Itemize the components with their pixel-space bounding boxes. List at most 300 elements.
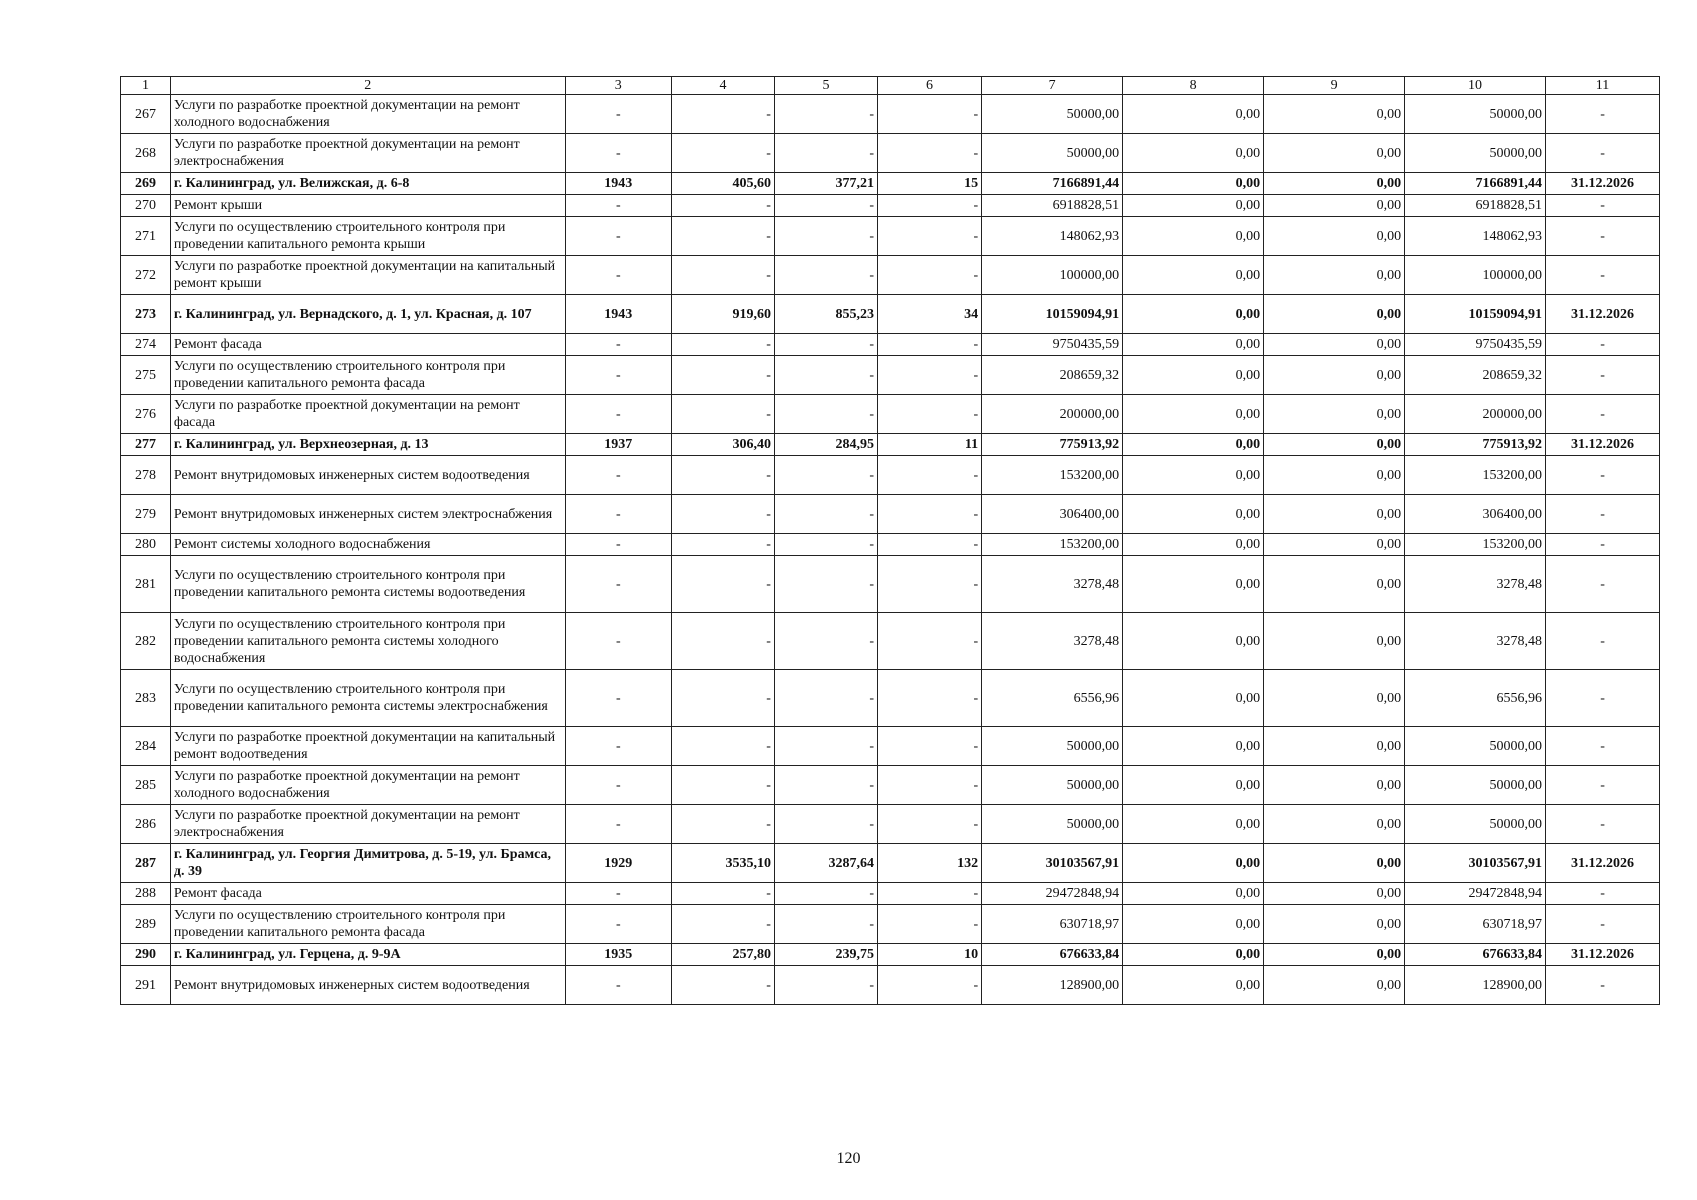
residents-cell: - xyxy=(878,217,982,256)
residents-cell: - xyxy=(878,670,982,727)
residents-cell: - xyxy=(878,195,982,217)
row-number-cell: 271 xyxy=(121,217,171,256)
completion-date-cell: - xyxy=(1546,456,1660,495)
living-area-cell: - xyxy=(774,905,877,944)
column-8-cell: 0,00 xyxy=(1123,356,1264,395)
total-area-cell: - xyxy=(671,256,774,295)
build-year-cell: - xyxy=(565,613,671,670)
column-8-cell: 0,00 xyxy=(1123,256,1264,295)
residents-cell: - xyxy=(878,883,982,905)
completion-date-cell: 31.12.2026 xyxy=(1546,944,1660,966)
table-row xyxy=(121,844,1660,883)
build-year-cell: - xyxy=(565,395,671,434)
total-area-cell: 919,60 xyxy=(671,295,774,334)
column-9-cell: 0,00 xyxy=(1264,944,1405,966)
item-name-cell: Услуги по осуществлению строительного контроля при проведении капитального ремонта фасада xyxy=(170,905,565,944)
row-number-cell: 280 xyxy=(121,534,171,556)
residents-cell: 15 xyxy=(878,173,982,195)
column-9-cell: 0,00 xyxy=(1264,395,1405,434)
total-cost-cell: 3278,48 xyxy=(982,556,1123,613)
table-row xyxy=(121,883,1660,905)
total-cost-cell: 50000,00 xyxy=(982,805,1123,844)
completion-date-cell: - xyxy=(1546,217,1660,256)
item-name-cell: Услуги по разработке проектной документации на ремонт холодного водоснабжения xyxy=(170,766,565,805)
column-9-cell: 0,00 xyxy=(1264,670,1405,727)
residents-cell: 11 xyxy=(878,434,982,456)
column-8-cell: 0,00 xyxy=(1123,134,1264,173)
row-number-cell: 287 xyxy=(121,844,171,883)
total-cost-cell: 50000,00 xyxy=(982,134,1123,173)
living-area-cell: - xyxy=(774,495,877,534)
column-8-cell: 0,00 xyxy=(1123,95,1264,134)
total-cost-cell: 630718,97 xyxy=(982,905,1123,944)
total-area-cell: - xyxy=(671,195,774,217)
total-area-cell: - xyxy=(671,456,774,495)
column-9-cell: 0,00 xyxy=(1264,456,1405,495)
living-area-cell: - xyxy=(774,534,877,556)
column-9-cell: 0,00 xyxy=(1264,966,1405,1005)
column-10-cell: 153200,00 xyxy=(1405,534,1546,556)
total-cost-cell: 6918828,51 xyxy=(982,195,1123,217)
column-10-cell: 3278,48 xyxy=(1405,556,1546,613)
column-10-cell: 7166891,44 xyxy=(1405,173,1546,195)
row-number-cell: 276 xyxy=(121,395,171,434)
total-cost-cell: 30103567,91 xyxy=(982,844,1123,883)
item-name-cell: Ремонт фасада xyxy=(170,334,565,356)
build-year-cell: - xyxy=(565,95,671,134)
column-8-cell: 0,00 xyxy=(1123,966,1264,1005)
total-area-cell: 306,40 xyxy=(671,434,774,456)
build-year-cell: - xyxy=(565,134,671,173)
row-number-cell: 278 xyxy=(121,456,171,495)
row-number-cell: 277 xyxy=(121,434,171,456)
total-cost-cell: 306400,00 xyxy=(982,495,1123,534)
row-number-cell: 285 xyxy=(121,766,171,805)
item-name-cell: Ремонт фасада xyxy=(170,883,565,905)
living-area-cell: - xyxy=(774,256,877,295)
build-year-cell: - xyxy=(565,534,671,556)
total-cost-cell: 200000,00 xyxy=(982,395,1123,434)
table-row xyxy=(121,295,1660,334)
total-cost-cell: 100000,00 xyxy=(982,256,1123,295)
row-number-cell: 267 xyxy=(121,95,171,134)
living-area-cell: - xyxy=(774,613,877,670)
total-area-cell: 405,60 xyxy=(671,173,774,195)
completion-date-cell: - xyxy=(1546,95,1660,134)
total-cost-cell: 7166891,44 xyxy=(982,173,1123,195)
completion-date-cell: 31.12.2026 xyxy=(1546,295,1660,334)
build-year-cell: - xyxy=(565,905,671,944)
column-header: 1 xyxy=(121,77,171,95)
completion-date-cell: - xyxy=(1546,334,1660,356)
build-year-cell: 1943 xyxy=(565,295,671,334)
column-header: 11 xyxy=(1546,77,1660,95)
build-year-cell: - xyxy=(565,195,671,217)
residents-cell: - xyxy=(878,256,982,295)
total-cost-cell: 128900,00 xyxy=(982,966,1123,1005)
residents-cell: - xyxy=(878,134,982,173)
living-area-cell: - xyxy=(774,395,877,434)
column-9-cell: 0,00 xyxy=(1264,495,1405,534)
column-header: 5 xyxy=(774,77,877,95)
item-name-cell: Ремонт крыши xyxy=(170,195,565,217)
total-cost-cell: 6556,96 xyxy=(982,670,1123,727)
table-row xyxy=(121,356,1660,395)
total-area-cell: - xyxy=(671,966,774,1005)
column-10-cell: 50000,00 xyxy=(1405,766,1546,805)
column-8-cell: 0,00 xyxy=(1123,295,1264,334)
column-10-cell: 30103567,91 xyxy=(1405,844,1546,883)
living-area-cell: - xyxy=(774,134,877,173)
row-number-cell: 288 xyxy=(121,883,171,905)
total-area-cell: 3535,10 xyxy=(671,844,774,883)
completion-date-cell: - xyxy=(1546,195,1660,217)
table-row xyxy=(121,534,1660,556)
column-8-cell: 0,00 xyxy=(1123,766,1264,805)
column-8-cell: 0,00 xyxy=(1123,805,1264,844)
living-area-cell: - xyxy=(774,727,877,766)
build-year-cell: - xyxy=(565,217,671,256)
total-area-cell: - xyxy=(671,805,774,844)
item-name-cell: Услуги по осуществлению строительного контроля при проведении капитального ремонта системы холодного водоснабжения xyxy=(170,613,565,670)
table-row xyxy=(121,670,1660,727)
completion-date-cell: - xyxy=(1546,356,1660,395)
residents-cell: - xyxy=(878,556,982,613)
total-area-cell: - xyxy=(671,395,774,434)
completion-date-cell: - xyxy=(1546,556,1660,613)
table-row xyxy=(121,495,1660,534)
item-name-cell: г. Калининград, ул. Велижская, д. 6-8 xyxy=(170,173,565,195)
table-row xyxy=(121,966,1660,1005)
living-area-cell: - xyxy=(774,456,877,495)
table-row xyxy=(121,334,1660,356)
column-9-cell: 0,00 xyxy=(1264,727,1405,766)
column-9-cell: 0,00 xyxy=(1264,173,1405,195)
column-8-cell: 0,00 xyxy=(1123,395,1264,434)
column-8-cell: 0,00 xyxy=(1123,844,1264,883)
living-area-cell: - xyxy=(774,334,877,356)
column-8-cell: 0,00 xyxy=(1123,670,1264,727)
item-name-cell: Ремонт внутридомовых инженерных систем водоотведения xyxy=(170,966,565,1005)
residents-cell: - xyxy=(878,356,982,395)
column-9-cell: 0,00 xyxy=(1264,134,1405,173)
column-header: 3 xyxy=(565,77,671,95)
build-year-cell: - xyxy=(565,495,671,534)
column-8-cell: 0,00 xyxy=(1123,434,1264,456)
total-cost-cell: 29472848,94 xyxy=(982,883,1123,905)
residents-cell: - xyxy=(878,95,982,134)
total-cost-cell: 775913,92 xyxy=(982,434,1123,456)
column-10-cell: 200000,00 xyxy=(1405,395,1546,434)
column-9-cell: 0,00 xyxy=(1264,356,1405,395)
completion-date-cell: 31.12.2026 xyxy=(1546,434,1660,456)
column-10-cell: 148062,93 xyxy=(1405,217,1546,256)
build-year-cell: 1929 xyxy=(565,844,671,883)
table-row xyxy=(121,766,1660,805)
table-row xyxy=(121,395,1660,434)
column-10-cell: 306400,00 xyxy=(1405,495,1546,534)
table-row xyxy=(121,217,1660,256)
total-cost-cell: 153200,00 xyxy=(982,456,1123,495)
build-year-cell: - xyxy=(565,556,671,613)
total-area-cell: - xyxy=(671,334,774,356)
item-name-cell: г. Калининград, ул. Верхнеозерная, д. 13 xyxy=(170,434,565,456)
column-8-cell: 0,00 xyxy=(1123,534,1264,556)
page-number: 120 xyxy=(836,1150,861,1167)
column-10-cell: 676633,84 xyxy=(1405,944,1546,966)
column-9-cell: 0,00 xyxy=(1264,256,1405,295)
build-year-cell: - xyxy=(565,966,671,1005)
completion-date-cell: - xyxy=(1546,883,1660,905)
residents-cell: - xyxy=(878,805,982,844)
column-10-cell: 128900,00 xyxy=(1405,966,1546,1005)
build-year-cell: - xyxy=(565,805,671,844)
row-number-cell: 275 xyxy=(121,356,171,395)
row-number-cell: 291 xyxy=(121,966,171,1005)
living-area-cell: - xyxy=(774,883,877,905)
item-name-cell: Услуги по осуществлению строительного контроля при проведении капитального ремонта крыши xyxy=(170,217,565,256)
column-9-cell: 0,00 xyxy=(1264,844,1405,883)
table-row xyxy=(121,613,1660,670)
column-9-cell: 0,00 xyxy=(1264,766,1405,805)
total-area-cell: - xyxy=(671,217,774,256)
total-area-cell: - xyxy=(671,95,774,134)
column-9-cell: 0,00 xyxy=(1264,613,1405,670)
total-cost-cell: 50000,00 xyxy=(982,727,1123,766)
column-8-cell: 0,00 xyxy=(1123,456,1264,495)
table-row xyxy=(121,456,1660,495)
living-area-cell: 3287,64 xyxy=(774,844,877,883)
table-row xyxy=(121,727,1660,766)
table-row xyxy=(121,134,1660,173)
column-9-cell: 0,00 xyxy=(1264,217,1405,256)
column-header: 7 xyxy=(982,77,1123,95)
living-area-cell: 239,75 xyxy=(774,944,877,966)
build-year-cell: 1935 xyxy=(565,944,671,966)
column-10-cell: 630718,97 xyxy=(1405,905,1546,944)
item-name-cell: г. Калининград, ул. Георгия Димитрова, д. 5-19, ул. Брамса, д. 39 xyxy=(170,844,565,883)
item-name-cell: Услуги по разработке проектной документации на ремонт фасада xyxy=(170,395,565,434)
living-area-cell: - xyxy=(774,95,877,134)
living-area-cell: - xyxy=(774,805,877,844)
row-number-cell: 289 xyxy=(121,905,171,944)
table-row xyxy=(121,95,1660,134)
total-area-cell: - xyxy=(671,883,774,905)
living-area-cell: - xyxy=(774,766,877,805)
living-area-cell: - xyxy=(774,195,877,217)
living-area-cell: - xyxy=(774,356,877,395)
column-9-cell: 0,00 xyxy=(1264,434,1405,456)
column-9-cell: 0,00 xyxy=(1264,195,1405,217)
total-area-cell: - xyxy=(671,766,774,805)
build-year-cell: - xyxy=(565,766,671,805)
build-year-cell: - xyxy=(565,334,671,356)
completion-date-cell: - xyxy=(1546,534,1660,556)
column-9-cell: 0,00 xyxy=(1264,805,1405,844)
residents-cell: - xyxy=(878,966,982,1005)
row-number-cell: 268 xyxy=(121,134,171,173)
column-10-cell: 50000,00 xyxy=(1405,134,1546,173)
row-number-cell: 286 xyxy=(121,805,171,844)
table-row xyxy=(121,905,1660,944)
column-9-cell: 0,00 xyxy=(1264,334,1405,356)
completion-date-cell: - xyxy=(1546,134,1660,173)
build-year-cell: 1943 xyxy=(565,173,671,195)
row-number-cell: 284 xyxy=(121,727,171,766)
table-row xyxy=(121,434,1660,456)
completion-date-cell: 31.12.2026 xyxy=(1546,844,1660,883)
row-number-cell: 269 xyxy=(121,173,171,195)
living-area-cell: 284,95 xyxy=(774,434,877,456)
column-10-cell: 9750435,59 xyxy=(1405,334,1546,356)
residents-cell: - xyxy=(878,905,982,944)
total-cost-cell: 9750435,59 xyxy=(982,334,1123,356)
column-8-cell: 0,00 xyxy=(1123,334,1264,356)
column-header: 9 xyxy=(1264,77,1405,95)
item-name-cell: Ремонт системы холодного водоснабжения xyxy=(170,534,565,556)
column-number-row xyxy=(121,77,1660,95)
total-area-cell: - xyxy=(671,134,774,173)
table-row xyxy=(121,944,1660,966)
total-cost-cell: 676633,84 xyxy=(982,944,1123,966)
residents-cell: - xyxy=(878,766,982,805)
column-header: 4 xyxy=(671,77,774,95)
total-area-cell: - xyxy=(671,534,774,556)
total-area-cell: 257,80 xyxy=(671,944,774,966)
row-number-cell: 273 xyxy=(121,295,171,334)
completion-date-cell: - xyxy=(1546,613,1660,670)
completion-date-cell: - xyxy=(1546,805,1660,844)
completion-date-cell: - xyxy=(1546,256,1660,295)
column-9-cell: 0,00 xyxy=(1264,295,1405,334)
living-area-cell: 855,23 xyxy=(774,295,877,334)
column-9-cell: 0,00 xyxy=(1264,534,1405,556)
column-8-cell: 0,00 xyxy=(1123,495,1264,534)
column-10-cell: 29472848,94 xyxy=(1405,883,1546,905)
build-year-cell: - xyxy=(565,727,671,766)
column-10-cell: 10159094,91 xyxy=(1405,295,1546,334)
column-10-cell: 50000,00 xyxy=(1405,727,1546,766)
completion-date-cell: - xyxy=(1546,905,1660,944)
total-cost-cell: 3278,48 xyxy=(982,613,1123,670)
total-area-cell: - xyxy=(671,905,774,944)
column-8-cell: 0,00 xyxy=(1123,613,1264,670)
item-name-cell: Услуги по разработке проектной документации на ремонт электроснабжения xyxy=(170,805,565,844)
residents-cell: - xyxy=(878,395,982,434)
completion-date-cell: - xyxy=(1546,395,1660,434)
completion-date-cell: - xyxy=(1546,670,1660,727)
living-area-cell: - xyxy=(774,556,877,613)
column-10-cell: 775913,92 xyxy=(1405,434,1546,456)
column-10-cell: 3278,48 xyxy=(1405,613,1546,670)
completion-date-cell: - xyxy=(1546,495,1660,534)
living-area-cell: 377,21 xyxy=(774,173,877,195)
item-name-cell: Услуги по осуществлению строительного контроля при проведении капитального ремонта системы электроснабжения xyxy=(170,670,565,727)
item-name-cell: Услуги по осуществлению строительного контроля при проведении капитального ремонта фасада xyxy=(170,356,565,395)
residents-cell: - xyxy=(878,534,982,556)
residents-cell: - xyxy=(878,613,982,670)
row-number-cell: 283 xyxy=(121,670,171,727)
total-area-cell: - xyxy=(671,613,774,670)
total-cost-cell: 10159094,91 xyxy=(982,295,1123,334)
column-9-cell: 0,00 xyxy=(1264,95,1405,134)
completion-date-cell: 31.12.2026 xyxy=(1546,173,1660,195)
column-10-cell: 6918828,51 xyxy=(1405,195,1546,217)
column-10-cell: 208659,32 xyxy=(1405,356,1546,395)
residents-cell: 10 xyxy=(878,944,982,966)
column-header: 2 xyxy=(170,77,565,95)
column-9-cell: 0,00 xyxy=(1264,556,1405,613)
column-8-cell: 0,00 xyxy=(1123,556,1264,613)
column-header: 6 xyxy=(878,77,982,95)
residents-cell: - xyxy=(878,727,982,766)
total-cost-cell: 153200,00 xyxy=(982,534,1123,556)
row-number-cell: 274 xyxy=(121,334,171,356)
column-10-cell: 50000,00 xyxy=(1405,95,1546,134)
item-name-cell: г. Калининград, ул. Герцена, д. 9-9А xyxy=(170,944,565,966)
residents-cell: - xyxy=(878,495,982,534)
table-row xyxy=(121,256,1660,295)
total-area-cell: - xyxy=(671,495,774,534)
column-8-cell: 0,00 xyxy=(1123,727,1264,766)
build-year-cell: - xyxy=(565,670,671,727)
completion-date-cell: - xyxy=(1546,766,1660,805)
residents-cell: 132 xyxy=(878,844,982,883)
column-header: 10 xyxy=(1405,77,1546,95)
build-year-cell: 1937 xyxy=(565,434,671,456)
residents-cell: - xyxy=(878,456,982,495)
column-8-cell: 0,00 xyxy=(1123,173,1264,195)
table-row xyxy=(121,173,1660,195)
total-area-cell: - xyxy=(671,356,774,395)
column-8-cell: 0,00 xyxy=(1123,883,1264,905)
living-area-cell: - xyxy=(774,217,877,256)
item-name-cell: Услуги по разработке проектной документации на ремонт холодного водоснабжения xyxy=(170,95,565,134)
item-name-cell: Услуги по осуществлению строительного контроля при проведении капитального ремонта системы водоотведения xyxy=(170,556,565,613)
total-cost-cell: 148062,93 xyxy=(982,217,1123,256)
total-area-cell: - xyxy=(671,727,774,766)
item-name-cell: Услуги по разработке проектной документации на капитальный ремонт водоотведения xyxy=(170,727,565,766)
row-number-cell: 281 xyxy=(121,556,171,613)
living-area-cell: - xyxy=(774,966,877,1005)
column-8-cell: 0,00 xyxy=(1123,944,1264,966)
column-header: 8 xyxy=(1123,77,1264,95)
column-8-cell: 0,00 xyxy=(1123,195,1264,217)
column-10-cell: 6556,96 xyxy=(1405,670,1546,727)
column-10-cell: 153200,00 xyxy=(1405,456,1546,495)
item-name-cell: г. Калининград, ул. Вернадского, д. 1, ул. Красная, д. 107 xyxy=(170,295,565,334)
column-10-cell: 100000,00 xyxy=(1405,256,1546,295)
residents-cell: - xyxy=(878,334,982,356)
build-year-cell: - xyxy=(565,356,671,395)
column-10-cell: 50000,00 xyxy=(1405,805,1546,844)
total-area-cell: - xyxy=(671,556,774,613)
row-number-cell: 290 xyxy=(121,944,171,966)
column-8-cell: 0,00 xyxy=(1123,217,1264,256)
living-area-cell: - xyxy=(774,670,877,727)
row-number-cell: 270 xyxy=(121,195,171,217)
table-row xyxy=(121,556,1660,613)
build-year-cell: - xyxy=(565,456,671,495)
item-name-cell: Услуги по разработке проектной документации на капитальный ремонт крыши xyxy=(170,256,565,295)
item-name-cell: Ремонт внутридомовых инженерных систем электроснабжения xyxy=(170,495,565,534)
build-year-cell: - xyxy=(565,256,671,295)
residents-cell: 34 xyxy=(878,295,982,334)
item-name-cell: Ремонт внутридомовых инженерных систем водоотведения xyxy=(170,456,565,495)
completion-date-cell: - xyxy=(1546,966,1660,1005)
column-9-cell: 0,00 xyxy=(1264,905,1405,944)
row-number-cell: 282 xyxy=(121,613,171,670)
